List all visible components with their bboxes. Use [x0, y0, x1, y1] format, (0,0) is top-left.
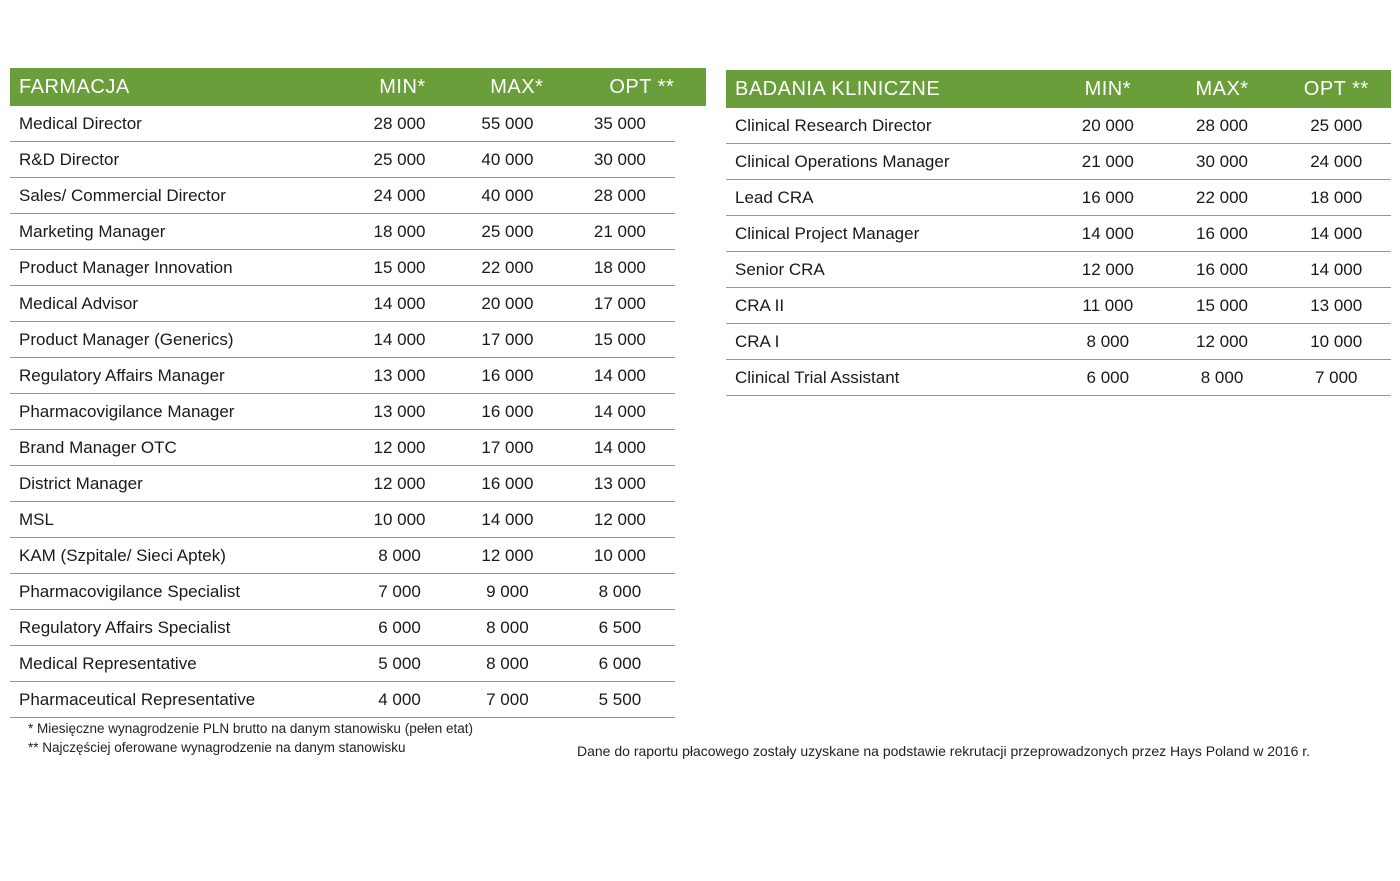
min-value: 18 000 — [373, 221, 426, 241]
max-value: 16 000 — [1196, 223, 1248, 243]
max-value: 16 000 — [481, 365, 534, 385]
table-row — [10, 214, 675, 250]
min-value: 6 000 — [378, 617, 421, 637]
max-value: 28 000 — [1196, 115, 1248, 135]
min-value: 16 000 — [1081, 187, 1134, 207]
farmacja-table — [10, 68, 706, 718]
position-name: Medical Advisor — [19, 293, 139, 313]
max-value: 12 000 — [1196, 331, 1248, 351]
min-value: 13 000 — [373, 365, 426, 385]
badania-kliniczne-header — [726, 70, 1391, 108]
opt-value: 15 000 — [593, 329, 646, 349]
table-row — [726, 252, 1391, 288]
opt-value: 24 000 — [1310, 151, 1363, 171]
col-max-header: MAX* — [490, 75, 544, 98]
opt-value: 6 500 — [598, 617, 642, 637]
opt-value: 35 000 — [593, 113, 646, 133]
max-value: 7 000 — [486, 689, 529, 709]
col-opt-header: OPT ** — [609, 75, 675, 98]
opt-value: 14 000 — [1310, 223, 1363, 243]
position-name: Pharmacovigilance Specialist — [19, 581, 241, 601]
opt-value: 13 000 — [593, 473, 646, 493]
position-name: Pharmacovigilance Manager — [19, 401, 235, 421]
position-name: KAM (Szpitale/ Sieci Aptek) — [19, 545, 226, 565]
min-value: 25 000 — [373, 149, 426, 169]
opt-value: 7 000 — [1314, 367, 1358, 387]
position-name: Product Manager Innovation — [19, 257, 233, 277]
table-row — [726, 324, 1391, 360]
max-value: 8 000 — [1200, 367, 1244, 387]
max-value: 16 000 — [1196, 259, 1248, 279]
max-value: 8 000 — [486, 653, 529, 673]
opt-value: 25 000 — [1310, 115, 1363, 135]
min-value: 6 000 — [1086, 367, 1130, 387]
position-name: Clinical Operations Manager — [735, 151, 950, 171]
max-value: 14 000 — [481, 509, 534, 529]
max-value: 40 000 — [481, 149, 534, 169]
opt-value: 10 000 — [593, 545, 646, 565]
table-row — [10, 430, 675, 466]
footnote-opt: ** Najczęściej oferowane wynagrodzenie na danym stanowisku — [28, 740, 406, 755]
source-note: Dane do raportu płacowego zostały uzyskane na podstawie rekrutacji przeprowadzonych przez Hays Poland w 2016 r. — [577, 743, 1311, 759]
max-value: 17 000 — [481, 329, 534, 349]
position-name: CRA II — [735, 295, 785, 315]
badania-kliniczne-title: BADANIA KLINICZNE — [735, 77, 941, 100]
table-row — [726, 216, 1391, 252]
position-name: Medical Representative — [19, 653, 197, 673]
max-value: 9 000 — [486, 581, 529, 601]
table-row — [10, 610, 675, 646]
opt-value: 18 000 — [1310, 187, 1363, 207]
position-name: Senior CRA — [735, 259, 825, 279]
min-value: 12 000 — [373, 437, 426, 457]
position-name: R&D Director — [19, 149, 120, 169]
max-value: 55 000 — [481, 113, 534, 133]
max-value: 12 000 — [481, 545, 534, 565]
badania-kliniczne-table — [726, 70, 1391, 396]
table-row — [10, 178, 675, 214]
max-value: 25 000 — [481, 221, 534, 241]
position-name: Clinical Project Manager — [735, 223, 920, 243]
farmacja-header — [10, 68, 706, 106]
min-value: 14 000 — [1081, 223, 1134, 243]
min-value: 14 000 — [373, 293, 426, 313]
table-row — [10, 682, 675, 718]
opt-value: 18 000 — [593, 257, 646, 277]
max-value: 20 000 — [481, 293, 534, 313]
position-name: MSL — [19, 509, 54, 529]
opt-value: 21 000 — [593, 221, 646, 241]
position-name: Regulatory Affairs Specialist — [19, 617, 231, 637]
min-value: 21 000 — [1081, 151, 1134, 171]
min-value: 4 000 — [378, 689, 421, 709]
position-name: Marketing Manager — [19, 221, 166, 241]
position-name: Sales/ Commercial Director — [19, 185, 226, 205]
min-value: 8 000 — [378, 545, 421, 565]
opt-value: 14 000 — [1310, 259, 1363, 279]
table-row — [726, 180, 1391, 216]
max-value: 17 000 — [481, 437, 534, 457]
table-row — [726, 288, 1391, 324]
max-value: 40 000 — [481, 185, 534, 205]
footnote-min-max: * Miesięczne wynagrodzenie PLN brutto na danym stanowisku (pełen etat) — [28, 721, 473, 736]
min-value: 13 000 — [373, 401, 426, 421]
table-row — [726, 144, 1391, 180]
opt-value: 17 000 — [593, 293, 646, 313]
min-value: 10 000 — [373, 509, 426, 529]
table-row — [10, 574, 675, 610]
max-value: 8 000 — [486, 617, 529, 637]
position-name: Product Manager (Generics) — [19, 329, 234, 349]
position-name: Lead CRA — [735, 187, 814, 207]
table-row — [10, 466, 675, 502]
table-row — [10, 358, 675, 394]
opt-value: 30 000 — [593, 149, 646, 169]
min-value: 20 000 — [1081, 115, 1134, 135]
position-name: Regulatory Affairs Manager — [19, 365, 225, 385]
footnotes — [28, 719, 473, 757]
opt-value: 12 000 — [593, 509, 646, 529]
max-value: 16 000 — [481, 401, 534, 421]
opt-value: 10 000 — [1310, 331, 1363, 351]
farmacja-rows — [10, 106, 706, 718]
opt-value: 5 500 — [598, 689, 642, 709]
table-row — [10, 646, 675, 682]
min-value: 12 000 — [373, 473, 426, 493]
position-name: Clinical Research Director — [735, 115, 932, 135]
opt-value: 14 000 — [593, 365, 646, 385]
min-value: 11 000 — [1082, 295, 1134, 315]
position-name: District Manager — [19, 473, 143, 493]
position-name: CRA I — [735, 331, 780, 351]
max-value: 22 000 — [1196, 187, 1248, 207]
max-value: 16 000 — [481, 473, 534, 493]
table-row — [10, 106, 675, 142]
position-name: Brand Manager OTC — [19, 437, 177, 457]
table-row — [10, 502, 675, 538]
opt-value: 8 000 — [598, 581, 642, 601]
min-value: 15 000 — [373, 257, 426, 277]
min-value: 14 000 — [373, 329, 426, 349]
col-opt-header: OPT ** — [1303, 77, 1369, 100]
col-min-header: MIN* — [379, 75, 426, 98]
table-row — [10, 394, 675, 430]
min-value: 5 000 — [378, 653, 421, 673]
opt-value: 14 000 — [593, 437, 646, 457]
opt-value: 28 000 — [593, 185, 646, 205]
badania-kliniczne-rows — [726, 108, 1391, 396]
farmacja-title: FARMACJA — [19, 75, 130, 98]
table-row — [10, 322, 675, 358]
opt-value: 6 000 — [598, 653, 642, 673]
min-value: 8 000 — [1086, 331, 1130, 351]
table-row — [726, 108, 1391, 144]
col-min-header: MIN* — [1084, 77, 1132, 100]
table-row — [10, 142, 675, 178]
table-row — [726, 360, 1391, 396]
position-name: Pharmaceutical Representative — [19, 689, 256, 709]
position-name: Medical Director — [19, 113, 142, 133]
table-row — [10, 538, 675, 574]
max-value: 22 000 — [481, 257, 534, 277]
table-row — [10, 250, 675, 286]
table-row — [10, 286, 675, 322]
max-value: 30 000 — [1196, 151, 1248, 171]
min-value: 7 000 — [378, 581, 421, 601]
min-value: 24 000 — [373, 185, 426, 205]
min-value: 28 000 — [373, 113, 426, 133]
opt-value: 13 000 — [1310, 295, 1363, 315]
position-name: Clinical Trial Assistant — [735, 367, 900, 387]
min-value: 12 000 — [1081, 259, 1134, 279]
max-value: 15 000 — [1196, 295, 1248, 315]
col-max-header: MAX* — [1195, 77, 1249, 100]
opt-value: 14 000 — [593, 401, 646, 421]
